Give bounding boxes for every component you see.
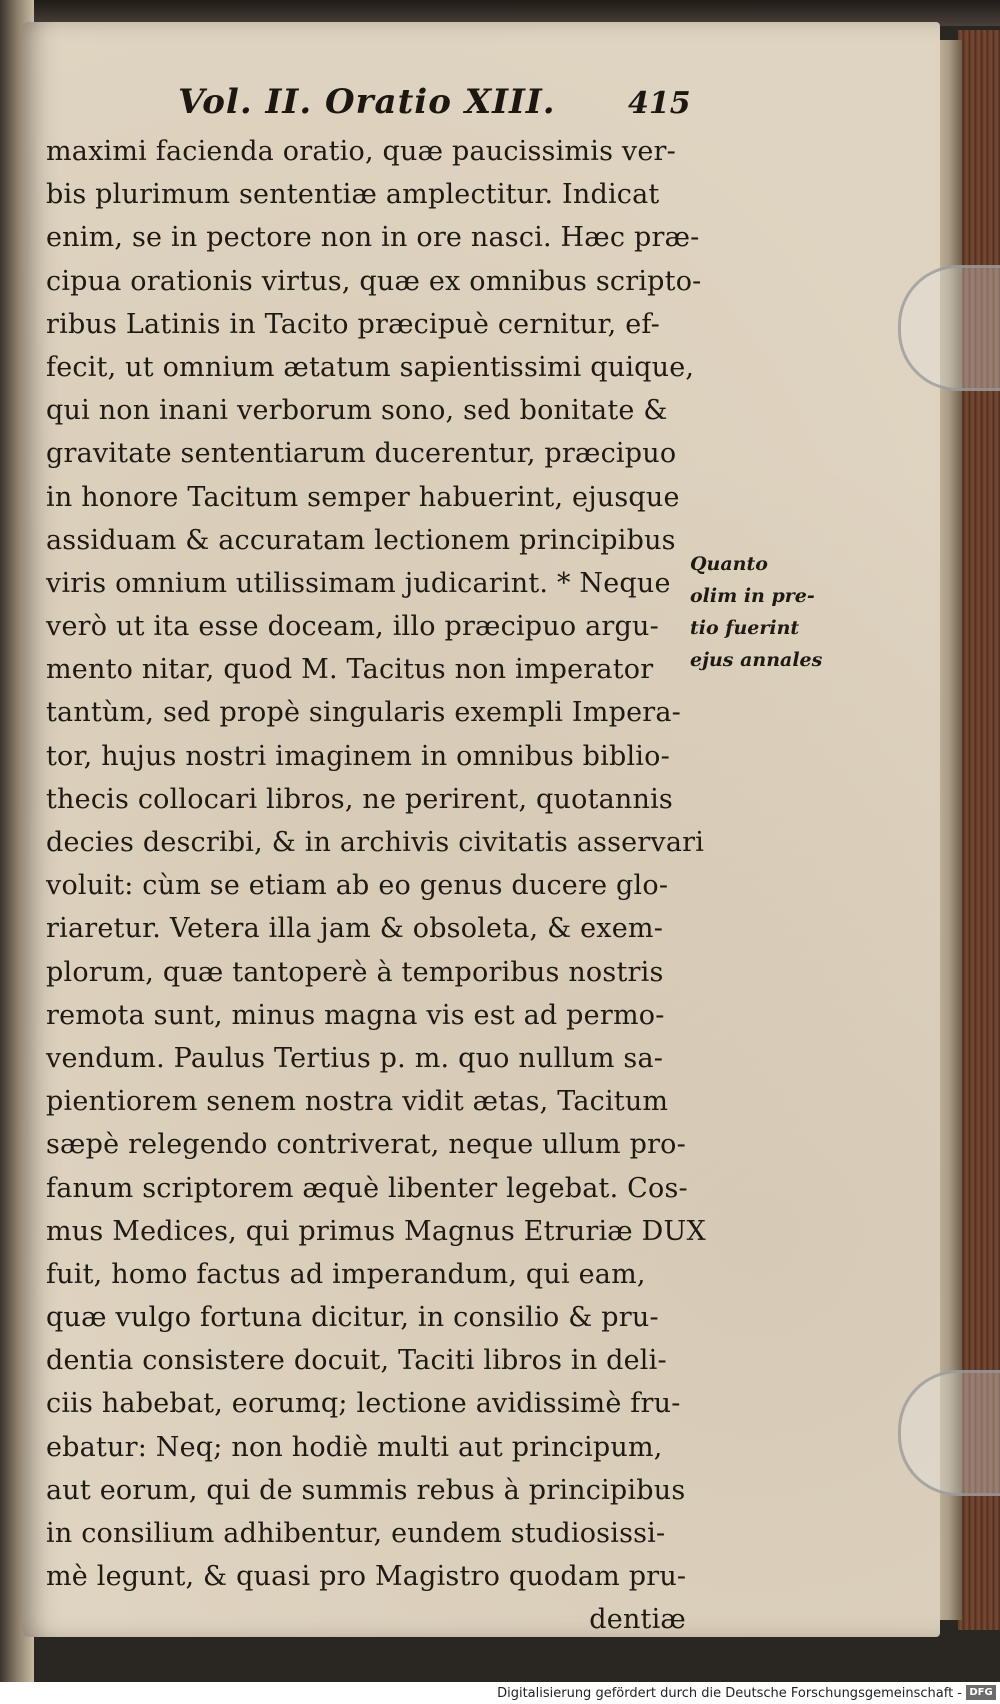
text-line: in honore Tacitum semper habuerint, ejusque	[46, 481, 680, 513]
text-line: maximi facienda oratio, quæ paucissimis ver-	[46, 136, 676, 167]
text-line: fecit, ut omnium ætatum sapientissimi quique,	[46, 351, 695, 383]
text-line: aut eorum, qui de summis rebus à principibus	[46, 1474, 686, 1506]
text-line: thecis collocari libros, ne perirent, quotannis	[46, 783, 673, 815]
text-line: sæpè relegendo contriverat, neque ullum pro-	[46, 1129, 686, 1161]
text-line: plorum, quæ tantoperè à temporibus nostris	[46, 956, 664, 988]
margin-note-line: Quanto	[690, 553, 768, 575]
text-line: fuit, homo factus ad imperandum, qui eam,	[46, 1258, 646, 1290]
text-line: pientiorem senem nostra vidit ætas, Tacitum	[46, 1086, 669, 1118]
running-title: Vol. II. Oratio XIII.	[178, 82, 556, 122]
text-line: dentia consistere docuit, Taciti libros in deli-	[46, 1345, 667, 1377]
text-line: gravitate sententiarum ducerentur, præcipuo	[46, 438, 677, 470]
margin-note-line: ejus annales	[690, 649, 823, 671]
text-line: assiduam & accuratam lectionem principibus	[46, 524, 676, 556]
text-line: voluit: cùm se etiam ab eo genus ducere glo-	[46, 870, 669, 902]
text-line: decies describi, & in archivis civitatis asservari	[46, 827, 705, 858]
text-line: fanum scriptorem æquè libenter legebat. Cos-	[46, 1172, 688, 1204]
margin-note-line: tio fuerint	[690, 617, 800, 639]
text-line: ebatur: Neq; non hodiè multi aut principum,	[46, 1431, 663, 1463]
text-line: viris omnium utilissimam judicarint. * Neque	[46, 567, 671, 599]
text-line: qui non inani verborum sono, sed bonitate &	[46, 395, 668, 427]
text-line: tantùm, sed propè singularis exempli Impera-	[46, 697, 681, 729]
text-line: tor, hujus nostri imaginem in omnibus biblio-	[46, 740, 670, 772]
body-text	[46, 130, 706, 1642]
text-line: in consilium adhibentur, eundem studiosissi-	[46, 1518, 666, 1549]
footer-credit: Digitalisierung gefördert durch die Deutsche Forschungsgemeinschaft -	[497, 1686, 962, 1701]
text-line: enim, se in pectore non in ore nasci. Hæc præ-	[46, 222, 700, 254]
text-line: mento nitar, quod M. Tacitus non imperator	[46, 654, 654, 686]
page-clip-top	[898, 265, 1000, 391]
catchword: dentiæ	[589, 1604, 686, 1636]
text-line: verò ut ita esse doceam, illo præcipuo argu-	[46, 611, 659, 643]
text-line: riaretur. Vetera illa jam & obsoleta, & exem-	[46, 913, 664, 945]
text-line: vendum. Paulus Tertius p. m. quo nullum sa-	[46, 1042, 664, 1074]
text-line: ribus Latinis in Tacito præcipuè cernitur, ef-	[46, 308, 660, 340]
margin-note-line: olim in pre-	[690, 585, 815, 607]
page-number: 415	[628, 86, 691, 121]
margin-note	[690, 548, 850, 676]
page-clip-bottom	[898, 1370, 1000, 1496]
text-line: cipua orationis virtus, quæ ex omnibus scripto-	[46, 265, 702, 297]
dfg-logo: DFG	[966, 1685, 996, 1700]
text-line: mus Medices, qui primus Magnus Etruriæ DUX	[46, 1215, 706, 1247]
text-line: quæ vulgo fortuna dicitur, in consilio & pru-	[46, 1302, 659, 1334]
text-line: mè legunt, & quasi pro Magistro quodam pru-	[46, 1561, 687, 1593]
text-line: bis plurimum sententiæ amplectitur. Indicat	[46, 179, 660, 211]
text-line: remota sunt, minus magna vis est ad permo-	[46, 999, 665, 1031]
text-line: ciis habebat, eorumq; lectione avidissimè fru-	[46, 1388, 681, 1420]
